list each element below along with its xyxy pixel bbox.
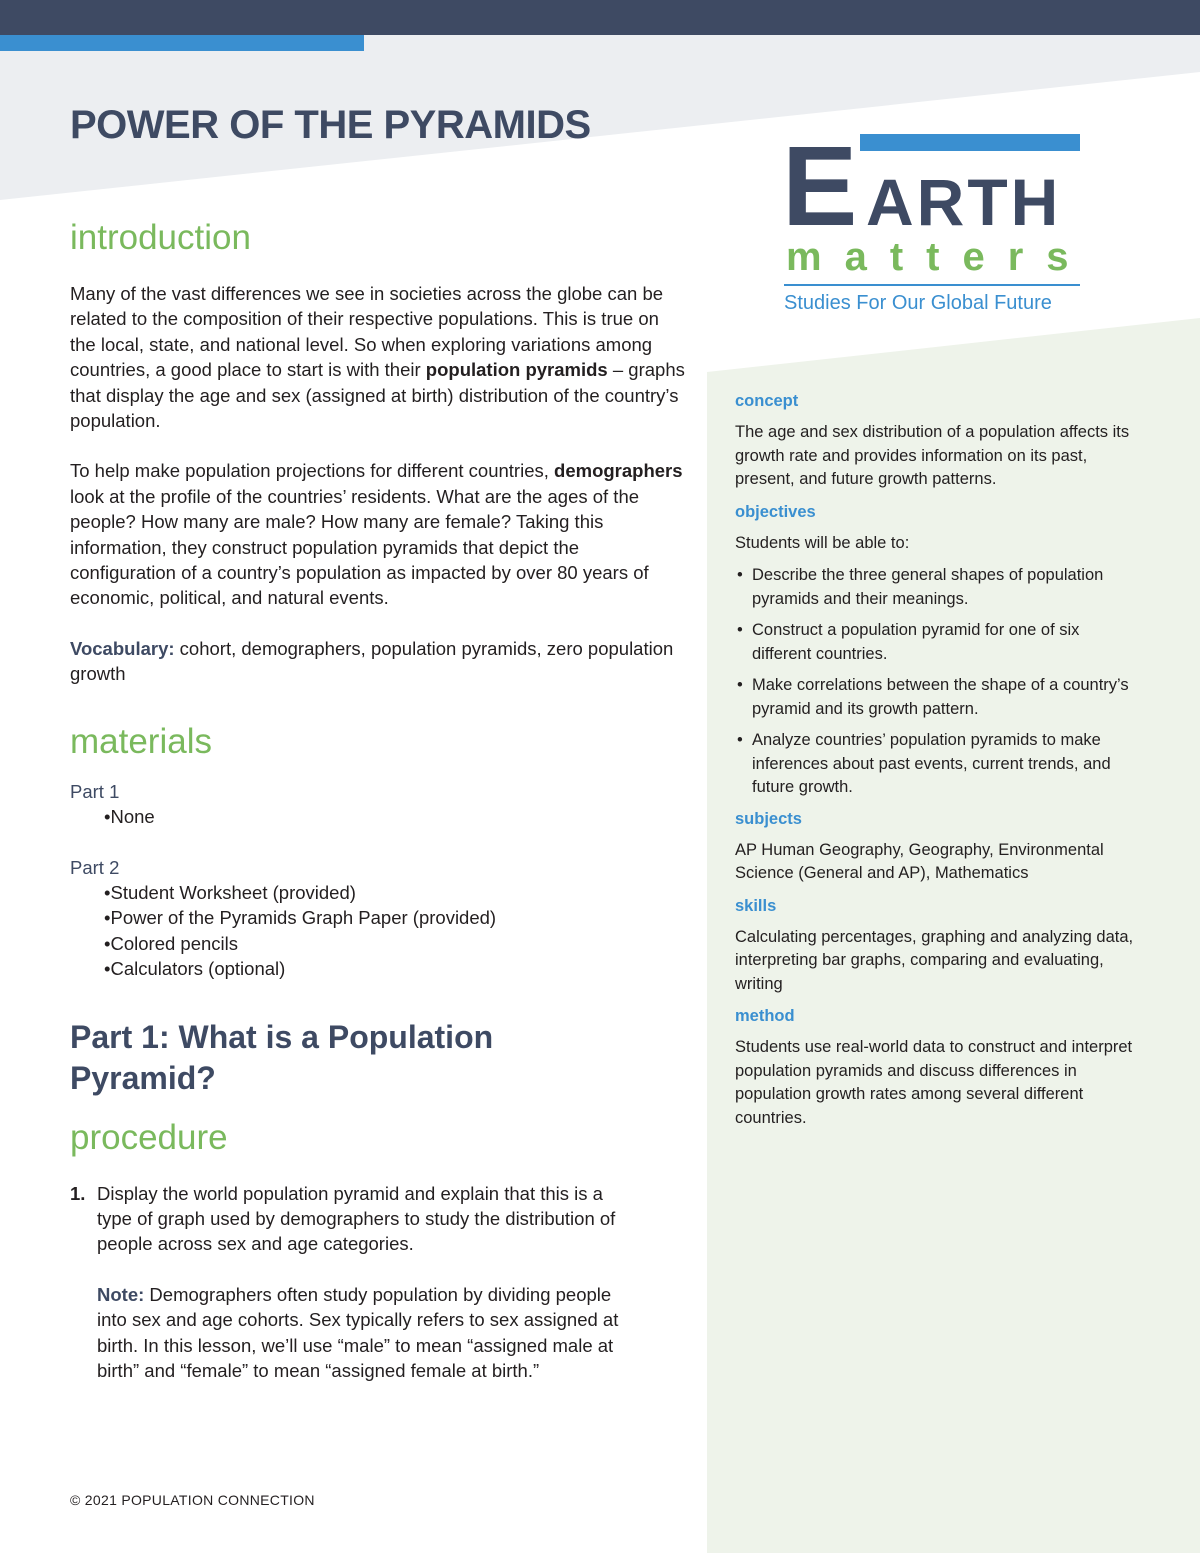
- objectives-intro: Students will be able to:: [735, 533, 910, 552]
- term-demographers: demographers: [554, 460, 683, 482]
- page-title: POWER OF THE PYRAMIDS: [70, 103, 591, 147]
- logo-bar: [860, 134, 1080, 151]
- subjects-heading: subjects: [735, 809, 802, 828]
- note: Note: Demographers often study population by dividing people into sex and age cohorts. Sex typically refers to sex assigned at birth. In this lesson, we’ll use “male” to mean “assigned male at birth” and “female” to mean “assigned female at birth.”: [97, 1283, 619, 1381]
- logo-word-matters: matters: [786, 235, 1092, 279]
- objectives-heading: objectives: [735, 502, 816, 521]
- note-label: Note:: [97, 1283, 145, 1305]
- part2-materials-list: [70, 880, 685, 982]
- earth-matters-logo: [782, 123, 1092, 319]
- copyright-footer: © 2021 POPULATION CONNECTION: [70, 1492, 315, 1508]
- part2-label: Part 2: [70, 856, 120, 878]
- logo-tagline: Studies For Our Global Future: [784, 292, 1052, 314]
- part1-heading: Part 1: What is a Population Pyramid?: [70, 1018, 494, 1096]
- term-population-pyramids: population pyramids: [425, 359, 608, 381]
- step-number: 1.: [70, 1182, 86, 1204]
- objectives-list: [735, 564, 1135, 800]
- procedure-heading: procedure: [70, 1117, 228, 1157]
- logo-letter-e: E: [782, 123, 858, 249]
- main-column: [70, 218, 685, 1383]
- vocabulary-label: Vocabulary:: [70, 637, 175, 659]
- skills-heading: skills: [735, 896, 777, 915]
- skills-text: Calculating percentages, graphing and analyzing data, interpreting bar graphs, comparing and evaluating, writing: [735, 927, 1134, 993]
- vocabulary: Vocabulary: cohort, demographers, population pyramids, zero population growth: [70, 637, 674, 685]
- part1-materials-list: [70, 804, 685, 829]
- concept-heading: concept: [735, 392, 799, 410]
- subjects-text: AP Human Geography, Geography, Environmental Science (General and AP), Mathematics: [735, 840, 1104, 882]
- list-item: • None: [104, 804, 685, 829]
- logo-word-arth: ARTH: [866, 165, 1062, 239]
- list-item: • Colored pencils: [104, 931, 685, 956]
- concept-text: The age and sex distribution of a population affects its growth rate and provides information on its past, present, and future growth patterns.: [735, 423, 1130, 488]
- method-text: Students use real-world data to construct and interpret population pyramids and discuss differences in population growth rates among several different countries.: [735, 1038, 1133, 1127]
- intro-paragraph-2: To help make population projections for different countries, demographers look at the profile of the countries’ residents. What are the ages of the people? How many are male? How many are female? Taking this information, they construct population pyramids that depict the configuration of a country’s population as impacted by over 80 years of economic, political, and natural events.: [70, 460, 683, 609]
- list-item: • Calculators (optional): [104, 956, 685, 981]
- sidebar: [735, 390, 1135, 1130]
- list-item: • Make correlations between the shape of a country’s pyramid and its growth pattern.: [735, 674, 1135, 721]
- list-item: • Analyze countries’ population pyramids to make inferences about past events, current trends, and future growth.: [735, 729, 1135, 800]
- list-item: • Describe the three general shapes of population pyramids and their meanings.: [735, 564, 1135, 611]
- logo-divider: [784, 284, 1080, 286]
- procedure-steps: [70, 1181, 685, 1384]
- procedure-step: [70, 1181, 685, 1384]
- list-item: • Student Worksheet (provided): [104, 880, 685, 905]
- list-item: • Power of the Pyramids Graph Paper (provided): [104, 905, 685, 930]
- step-text: Display the world population pyramid and explain that this is a type of graph used by demographers to study the distribution of people across sex and age categories.: [97, 1182, 616, 1255]
- part1-label: Part 1: [70, 780, 120, 802]
- method-heading: method: [735, 1007, 795, 1025]
- materials-heading: materials: [70, 721, 212, 761]
- introduction-heading: introduction: [70, 218, 251, 257]
- intro-paragraph-1: Many of the vast differences we see in societies across the globe can be related to the composition of their respective populations. This is true on the local, state, and national level. So when exploring variations among countries, a good place to start is with their population pyramids – graphs that display the age and sex (assigned at birth) distribution of the country’s population.: [70, 283, 685, 432]
- list-item: • Construct a population pyramid for one of six different countries.: [735, 619, 1135, 666]
